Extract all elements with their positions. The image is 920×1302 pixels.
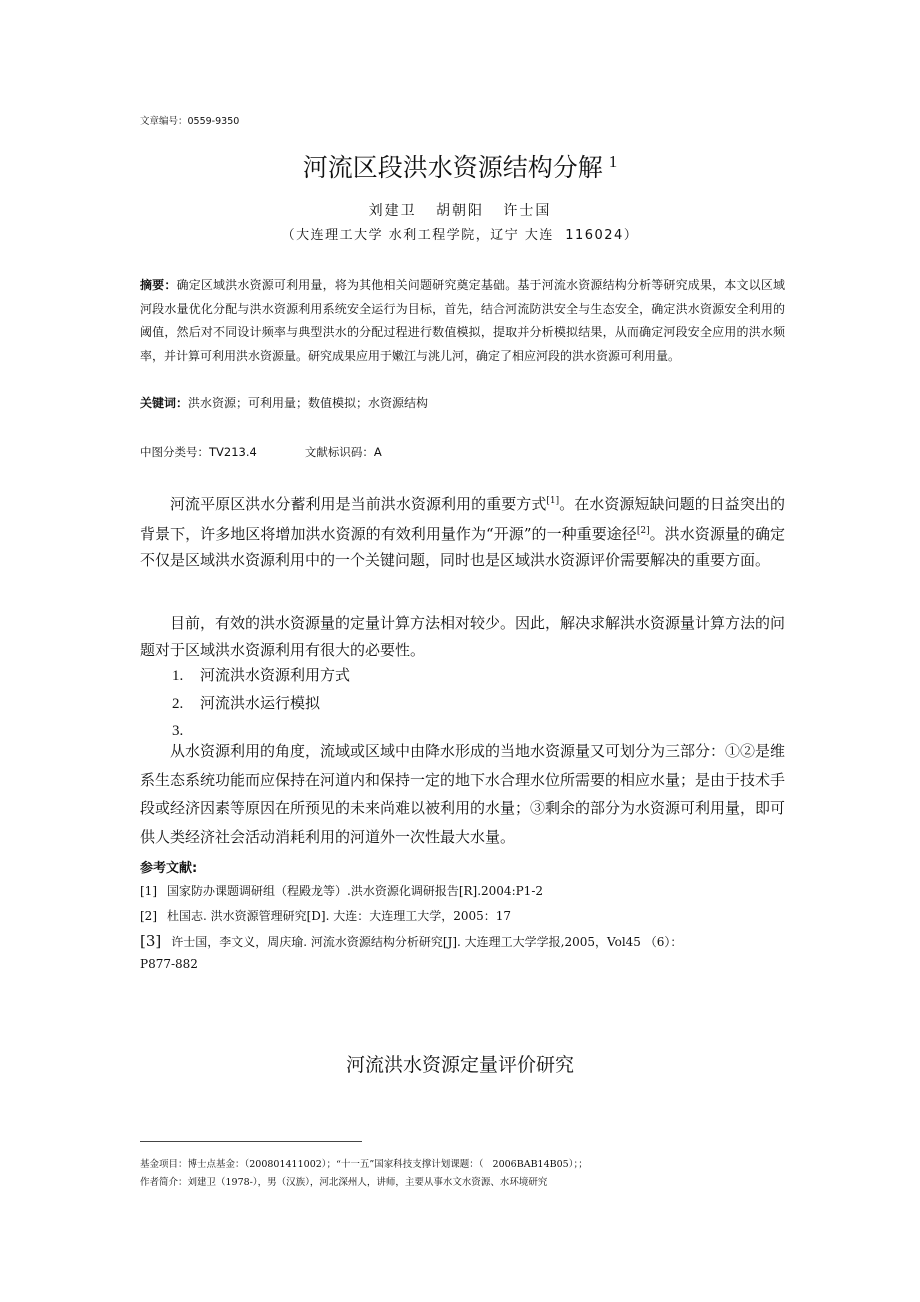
- keywords: [140, 394, 428, 411]
- abstract-text: 确定区域洪水资源可利用量，将为其他相关问题研究奠定基础。基于河流水资源结构分析等研究成果，本文以区域河段水量优化分配与洪水资源利用系统安全运行为目标，首先，结合河流防洪安全与生态安全，确定洪水资源安全利用的阈值，然后对不同设计频率与典型洪水的分配过程进行数值模拟，提取并分析模拟结果，从而确定河段安全应用的洪水频率，并计算可利用洪水资源量。研究成果应用于嫩江与洮儿河，确定了相应河段的洪水资源可利用量。: [140, 278, 785, 363]
- p1-text-b: 。在水资源短缺问题的日益突出的背景下，许多地区将增加洪水资源的有效利用量作为“开源”的一种重要途径: [140, 495, 785, 543]
- list-text: 河流洪水资源利用方式: [200, 666, 351, 684]
- document-code: 文献标识码：A: [304, 445, 382, 459]
- list-number: 1.: [172, 668, 184, 684]
- section-title: 河流洪水资源定量评价研究: [345, 1054, 574, 1076]
- footnote-author: 作者简介：刘建卫（1978-），男（汉族），河北深州人，讲师，主要从事水文水资源、水环境研究: [140, 1177, 548, 1188]
- footnote-funding: 基金项目：博士点基金：（200801411002）；“十一五”国家科技支撑计划课题：（ 2006BAB14B05）；；: [140, 1159, 588, 1170]
- reference-item: [140, 907, 511, 924]
- list-text: 河流洪水运行模拟: [200, 693, 321, 712]
- reference-item: [140, 932, 682, 950]
- references-heading: 参考文献:: [140, 861, 198, 876]
- reference-text: 杜国志. 洪水资源管理研究[D]. 大连：大连理工大学，2005：17: [167, 909, 512, 923]
- list-item: [172, 662, 350, 690]
- clc-number: 中图分类号：TV213.4: [140, 445, 257, 459]
- title-footnote-mark: 1: [608, 152, 618, 171]
- affiliation: （大连理工大学 水利工程学院，辽宁 大连 116024）: [281, 228, 639, 243]
- reference-text: 许士国，李文义，周庆瑜. 河流水资源结构分析研究[J]. 大连理工大学学报,2005，Vol45 （6）：: [171, 935, 683, 949]
- keywords-text: 洪水资源；可利用量；数值模拟；水资源结构: [188, 396, 429, 410]
- p1-text-a: 河流平原区洪水分蓄利用是当前洪水资源利用的重要方式: [170, 495, 547, 513]
- keywords-label: 关键词：: [140, 396, 189, 410]
- list-number: 3.: [172, 723, 184, 739]
- classification: [140, 444, 382, 460]
- p1-text-c: 。洪水资源量的确定不仅是区域洪水资源利用中的一个关键问题，同时也是区域洪水资源评价需要解决的重要方面。: [140, 524, 785, 569]
- numbered-list: [172, 662, 350, 745]
- list-number: 2.: [172, 695, 184, 712]
- reference-number: [2]: [140, 909, 157, 923]
- abstract: [140, 274, 785, 368]
- paper-title: [0, 148, 920, 184]
- authors: 刘建卫 胡朝阳 许士国: [368, 203, 552, 219]
- body-paragraph-3: 从水资源利用的角度，流域或区域中由降水形成的当地水资源量又可划分为三部分：①②是维系生态系统功能而应保持在河道内和保持一定的地下水合理水位所需要的相应水量；是由于技术手段或经济因素等原因在所预见的未来尚难以被利用的水量；③剩余的部分为水资源可利用量，即可供人类经济社会活动消耗利用的河道外一次性最大水量。: [140, 742, 786, 846]
- reference-continuation: P877-882: [140, 957, 198, 971]
- body-paragraph-2: 目前，有效的洪水资源量的定量计算方法相对较少。因此，解决求解洪水资源量计算方法的问题对于区域洪水资源利用有很大的必要性。: [140, 614, 786, 659]
- reference-number: [1]: [140, 884, 157, 898]
- body-paragraph-1: [140, 488, 785, 574]
- list-item: [172, 690, 350, 718]
- reference-item: [140, 882, 543, 899]
- reference-text: 国家防办课题调研组（程殿龙等）.洪水资源化调研报告[R].2004:P1-2: [167, 884, 544, 898]
- abstract-label: 摘要：: [140, 278, 177, 292]
- reference-number: [3]: [140, 932, 162, 950]
- paper-title-text: 河流区段洪水资源结构分解: [302, 153, 603, 182]
- article-number: 文章编号：0559-9350: [140, 116, 240, 127]
- citation-2[interactable]: [2]: [636, 525, 650, 536]
- citation-1[interactable]: [1]: [546, 496, 560, 506]
- footnote-divider: [140, 1141, 362, 1142]
